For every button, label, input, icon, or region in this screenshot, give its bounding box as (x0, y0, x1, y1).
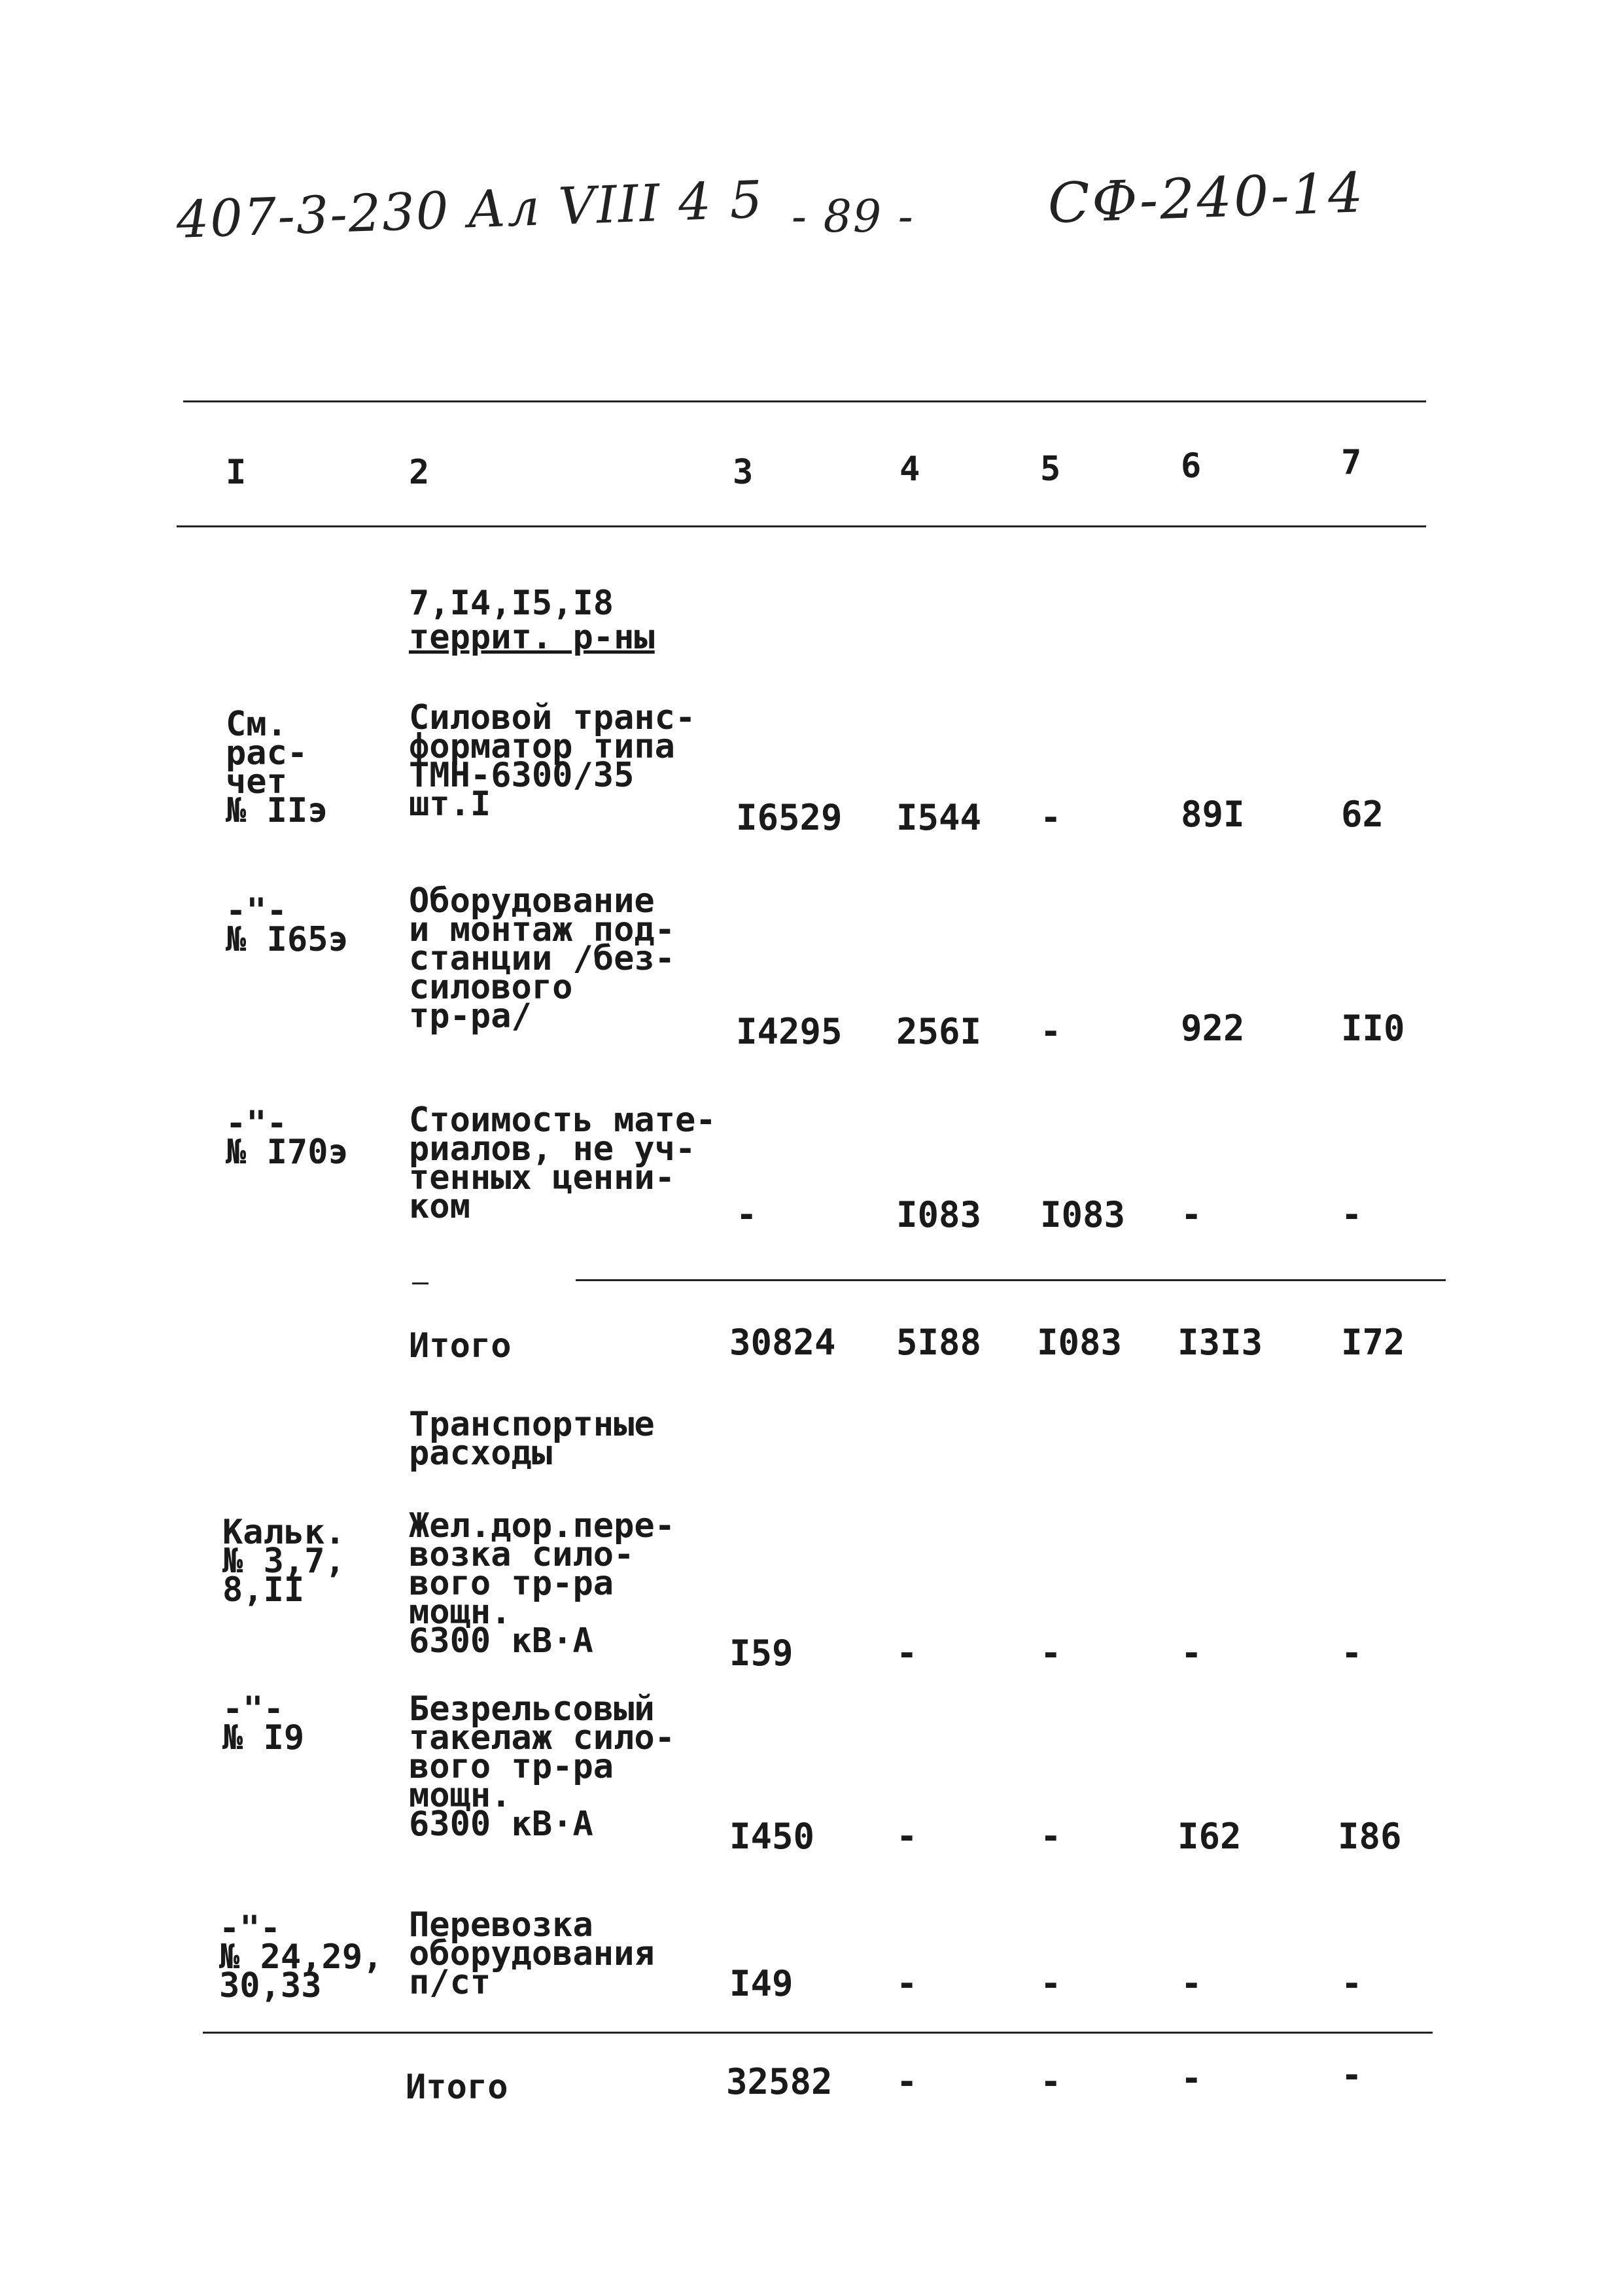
total1-col6: I3I3 (1178, 1322, 1263, 1363)
table-top-rule (183, 400, 1426, 402)
row3-ref: -"- № I70э (226, 1104, 349, 1172)
row4-col7: - (1341, 1633, 1363, 1674)
row5-ref: -"- № I9 (222, 1689, 305, 1757)
row6-col7: - (1341, 1963, 1363, 2004)
col-header-1: I (226, 453, 247, 492)
document-code: 407-3-230 Ал VIII 4 5 (175, 170, 765, 250)
row6-col4: - (896, 1963, 918, 2004)
subtotal-rule (576, 1279, 1446, 1281)
row3-col3: - (736, 1194, 758, 1235)
row6-desc: Перевозка оборудования п/ст (409, 1905, 655, 2002)
total1-col4: 5I88 (896, 1322, 982, 1363)
row1-col6: 89I (1181, 794, 1245, 835)
col-header-2: 2 (409, 453, 430, 492)
row1-desc: Силовой транс- форматор типа ТМН-6300/35 шт.I (409, 698, 696, 824)
row2-col4: 256I (896, 1011, 982, 1052)
row5-col4: - (896, 1816, 918, 1857)
total1-col5: I083 (1037, 1322, 1123, 1363)
total2-col4: - (896, 2061, 918, 2102)
total1-label: Итого (409, 1326, 512, 1366)
row4-ref: Кальк. № 3,7, 8,II (222, 1513, 345, 1610)
total2-col6: - (1181, 2058, 1202, 2099)
total1-col3: 30824 (729, 1322, 836, 1363)
row3-col5: I083 (1040, 1194, 1126, 1235)
row2-col5: - (1040, 1011, 1062, 1052)
total2-label: Итого (406, 2068, 508, 2107)
row6-col5: - (1040, 1963, 1062, 2004)
col-header-7: 7 (1341, 443, 1362, 482)
row2-desc: Оборудование и монтаж под- станции /без- силового тр-ра/ (409, 881, 675, 1036)
row2-ref: -"- № I65э (226, 891, 349, 959)
page-number: - 89 - (792, 191, 915, 243)
section-title-line1: 7,I4,I5,I8 (409, 584, 614, 623)
row1-ref: См. рас- чет № IIэ (226, 705, 328, 830)
total1-col7: I72 (1341, 1322, 1405, 1363)
row3-col6: - (1181, 1194, 1202, 1235)
sheet-code: СФ-240-14 (1047, 160, 1367, 236)
row1-col4: I544 (896, 797, 982, 838)
row1-col5: - (1040, 797, 1062, 838)
row4-col4: - (896, 1633, 918, 1674)
row2-col6: 922 (1181, 1008, 1245, 1049)
row3-desc: Стоимость мате- риалов, не уч- тенных ценни- ком (409, 1101, 716, 1226)
section2-title: Транспортные расходы (409, 1405, 655, 1473)
row1-col7: 62 (1341, 794, 1384, 835)
column-header-bottom-rule (177, 525, 1426, 527)
row3-col4: I083 (896, 1194, 982, 1235)
col-header-5: 5 (1040, 450, 1061, 489)
subtotal-dash (412, 1282, 428, 1284)
row6-ref: -"- № 24,29, 30,33 (219, 1909, 383, 2005)
row6-col3: I49 (729, 1963, 794, 2004)
row2-col3: I4295 (736, 1011, 843, 1052)
col-header-3: 3 (733, 453, 754, 492)
row5-col5: - (1040, 1816, 1062, 1857)
col-header-4: 4 (899, 450, 920, 489)
row5-col3: I450 (729, 1816, 815, 1857)
total2-col5: - (1040, 2061, 1062, 2102)
row5-desc: Безрельсовый такелаж сило- вого тр-ра мощн. 6300 кВ·А (409, 1689, 675, 1844)
total2-col3: 32582 (726, 2061, 833, 2102)
row3-col7: - (1341, 1194, 1363, 1235)
row1-col3: I6529 (736, 797, 843, 838)
total2-col7: - (1341, 2055, 1363, 2096)
total2-rule (203, 2032, 1433, 2034)
row4-col5: - (1040, 1633, 1062, 1674)
row5-col6: I62 (1178, 1816, 1242, 1857)
row4-desc: Жел.дор.пере- возка сило- вого тр-ра мощн. 6300 кВ·А (409, 1506, 675, 1661)
section-title-line2: террит. р-ны (409, 618, 655, 657)
row5-col7: I86 (1338, 1816, 1402, 1857)
col-header-6: 6 (1181, 446, 1202, 486)
row4-col6: - (1181, 1633, 1202, 1674)
row2-col7: II0 (1341, 1008, 1405, 1049)
row6-col6: - (1181, 1963, 1202, 2004)
row4-col3: I59 (729, 1633, 794, 1674)
